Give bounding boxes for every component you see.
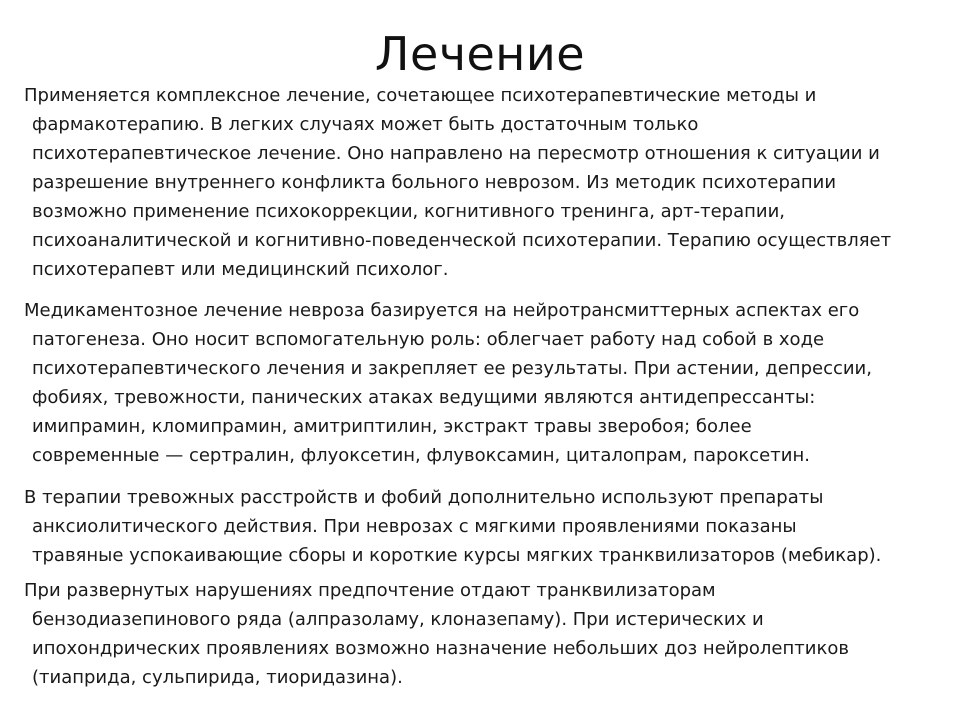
text-line: Применяется комплексное лечение, сочетающее психотерапевтические методы и: [24, 85, 817, 106]
text-line: ипохондрических проявлениях возможно назначение небольших доз нейролептиков: [32, 638, 849, 659]
text-line: патогенеза. Оно носит вспомогательную роль: облегчает работу над собой в ходе: [32, 329, 825, 350]
paragraph-anxiolytics: [24, 483, 944, 570]
text-line: травяные успокаивающие сборы и короткие курсы мягких транквилизаторов (мебикар).: [32, 545, 882, 566]
paragraph-treatment-overview: [24, 81, 944, 284]
text-line: психотерапевтического лечения и закрепляет ее результаты. При астении, депрессии,: [32, 358, 872, 379]
text-line: возможно применение психокоррекции, когнитивного тренинга, арт-терапии,: [32, 201, 786, 222]
text-line: В терапии тревожных расстройств и фобий дополнительно используют препараты: [24, 487, 824, 508]
text-line: современные — сертралин, флуоксетин, флувоксамин, циталопрам, пароксетин.: [32, 445, 810, 466]
text-line: психотерапевт или медицинский психолог.: [32, 259, 449, 280]
text-line: При развернутых нарушениях предпочтение отдают транквилизаторам: [24, 580, 716, 601]
text-line: психотерапевтическое лечение. Оно направлено на пересмотр отношения к ситуации и: [32, 143, 880, 164]
text-line: имипрамин, кломипрамин, амитриптилин, экстракт травы зверобоя; более: [32, 416, 752, 437]
text-line: фобиях, тревожности, панических атаках ведущими являются антидепрессанты:: [32, 387, 816, 408]
text-line: разрешение внутреннего конфликта больного неврозом. Из методик психотерапии: [32, 172, 837, 193]
text-line: Медикаментозное лечение невроза базируется на нейротрансмиттерных аспектах его: [24, 300, 860, 321]
text-line: психоаналитической и когнитивно-поведенческой психотерапии. Терапию осуществляет: [32, 230, 892, 251]
text-line: (тиаприда, сульпирида, тиоридазина).: [32, 667, 403, 688]
text-line: анксиолитического действия. При неврозах с мягкими проявлениями показаны: [32, 516, 797, 537]
paragraph-tranquilizers: [24, 576, 944, 692]
text-line: бензодиазепинового ряда (алпразоламу, клоназепаму). При истерических и: [32, 609, 764, 630]
text-line: фармакотерапию. В легких случаях может быть достаточным только: [32, 114, 699, 135]
paragraph-medication: [24, 296, 944, 470]
slide-title: Лечение: [374, 27, 586, 81]
